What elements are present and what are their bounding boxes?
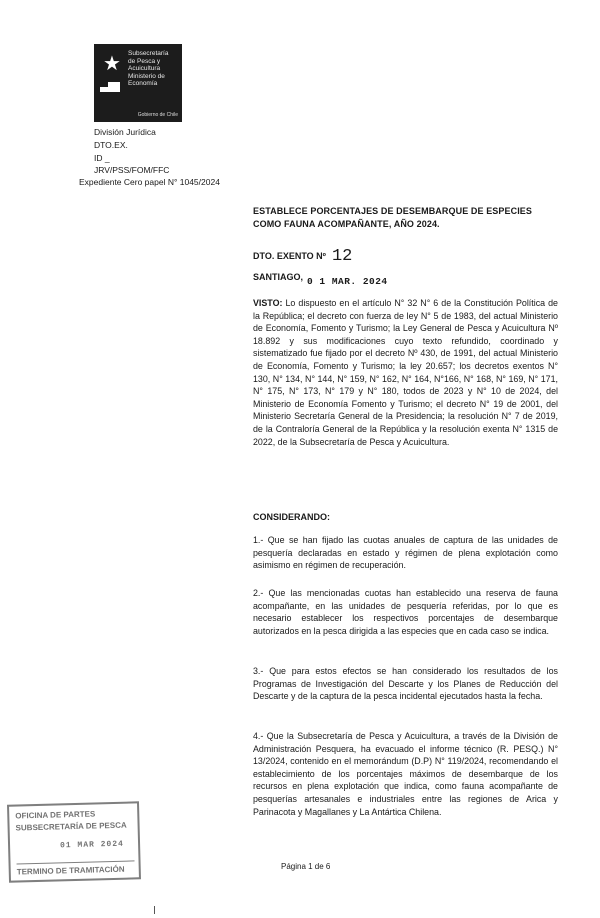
logo-line: Acuicultura [128, 65, 161, 72]
stamp-line-2: SUBSECRETARÍA DE PESCA [15, 820, 127, 833]
subpesca-logo [94, 44, 182, 122]
considerando-item-2: 2.- Que las mencionadas cuotas han establecido una reserva de fauna acompañante, en las unidades de pesquería referidas, por lo que es necesario establecer los respectivos porcentajes de desembarque autorizados en la pesca dirigida a las especies que en cada caso se indica. [253, 588, 558, 636]
page-number: Página 1 de 6 [281, 862, 331, 871]
decree-date: 0 1 MAR. 2024 [307, 276, 388, 287]
logo-line: de Pesca y [128, 57, 161, 65]
logo-line: Ministerio de [128, 72, 165, 80]
santiago-line [253, 272, 388, 287]
considerando-item-1: 1.- Que se han fijado las cuotas anuales de captura de las unidades de pesquería declaradas en estado y régimen de plena explotación como asimismo en régimen de recuperación. [253, 535, 558, 571]
visto-paragraph [253, 297, 558, 448]
dto-ex-label: DTO.EX. [94, 140, 128, 150]
division-label: División Jurídica [94, 127, 156, 137]
visto-label: VISTO: [253, 298, 283, 308]
initials-label: JRV/PSS/FOM/FFC [94, 165, 170, 175]
decree-number: 12 [331, 247, 353, 266]
visto-text: Lo dispuesto en el artículo N° 32 N° 6 de la Constitución Política de la República; el decreto con fuerza de ley N° 5 de 1983, del actual Ministerio de Economía, Fomento y Turismo; la Ley General de Pesca y Acuicultura Nº 18.892 y sus modificaciones cuyo texto refundido, coordinado y sistematizado fue fijado por el decreto Nº 430, de 1991, del actual Ministerio de Economía, Fomento y Turismo; la ley 20.657; los decretos exentos N° 130, N° 134, N° 144, N° 159, N° 162, N° 164, N°166, N° 168, N° 169, N° 171, N° 175, N° 173, N° 179 y N° 180, todos de 2023 y N° 10 de 2024, del Ministerio de Economía Fomento y Turismo; el decreto N° 19 de 2001, del Ministerio Secretaría General de la Presidencia; la resolución N° 7 de 2019, de la Contraloría General de la República y la resolución exenta N° 1315 de 2022, de la Subsecretaría de Pesca y Acuicultura. [253, 298, 558, 447]
decree-label: DTO. EXENTO Nº [253, 251, 326, 261]
considerando-heading: CONSIDERANDO: [253, 512, 331, 522]
logo-line: Economía [128, 80, 158, 87]
flag-icon [100, 82, 120, 92]
stamp-line-4: TERMINO DE TRAMITACIÓN [17, 860, 135, 877]
id-label: ID _ [94, 153, 110, 163]
stamp-line-1: OFICINA DE PARTES [15, 809, 96, 821]
scan-mark [154, 906, 155, 914]
santiago-label: SANTIAGO, [253, 272, 304, 282]
decree-line [253, 246, 352, 265]
star-icon: ★ [103, 53, 121, 75]
logo-gov-label: Gobierno de Chile [137, 112, 178, 118]
stamp-date: 01 MAR 2024 [59, 839, 125, 851]
expediente-label: Expediente Cero papel N° 1045/2024 [79, 177, 220, 187]
considerando-item-3: 3.- Que para estos efectos se han considerado los resultados de los Programas de Investigación del Descarte y los Planes de Reducción del Descarte y de la captura de la pesca incidental ejecutados hasta la fecha. [253, 666, 558, 702]
logo-line: Subsecretaría [128, 50, 169, 57]
reception-stamp [7, 801, 141, 882]
document-title: ESTABLECE PORCENTAJES DE DESEMBARQUE DE ESPECIES COMO FAUNA ACOMPAÑANTE, AÑO 2024. [253, 206, 533, 229]
logo-org-name [128, 50, 180, 88]
considerando-item-4: 4.- Que la Subsecretaría de Pesca y Acuicultura, a través de la División de Administración Pesquera, ha evacuado el informe técnico (R. PESQ.) N° 13/2024, contenido en el memorándum (D.P) N° 119/2024, recomendando el establecimiento de los porcentajes máximos de desembarque de los recursos en plena explotación que indica, como fauna acompañante de pesquerías artesanales e industriales entre las regiones de Arica y Parinacota y Magallanes y La Antártica Chilena. [253, 731, 558, 817]
